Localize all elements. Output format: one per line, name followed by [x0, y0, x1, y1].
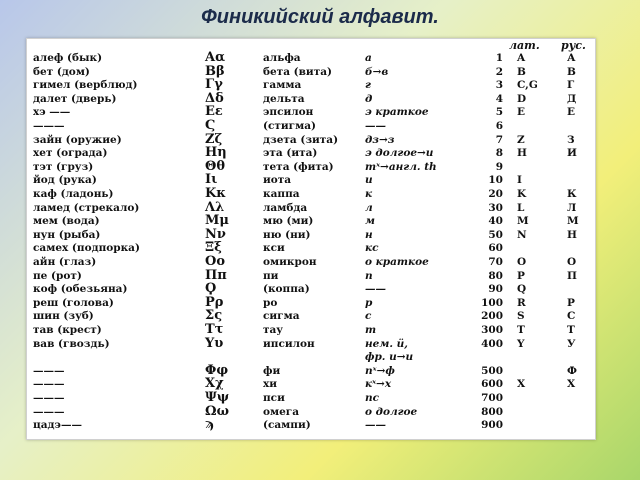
latin-letter: E	[517, 106, 526, 119]
table-row	[27, 269, 595, 283]
russian-letter: У	[567, 337, 576, 350]
numeric-value: 9	[495, 160, 503, 173]
greek-name: гамма	[263, 79, 302, 92]
numeric-value: 2	[495, 65, 503, 78]
numeric-value: 4	[495, 92, 503, 105]
russian-letter: М	[567, 215, 579, 228]
russian-reading: и	[365, 174, 373, 187]
numeric-value: 3	[495, 79, 503, 92]
header-rus: рус.	[561, 39, 586, 52]
russian-letter: А	[567, 52, 576, 64]
greek-name: ипсилон	[263, 337, 315, 350]
table-row	[27, 405, 595, 419]
russian-reading: нем. ü,	[365, 337, 408, 350]
russian-reading: м	[365, 215, 375, 228]
greek-letter: Φφ	[205, 362, 229, 378]
table-row	[27, 160, 595, 174]
numeric-value: 200	[481, 310, 503, 323]
russian-letter: Х	[567, 378, 576, 391]
greek-name: мю (ми)	[263, 215, 314, 228]
russian-letter: Ф	[567, 364, 577, 377]
greek-letter: Μμ	[205, 213, 229, 229]
table-row	[27, 187, 595, 201]
greek-letter: Σς	[205, 308, 223, 324]
greek-letter: Ωω	[205, 403, 229, 419]
greek-name: ню (ни)	[263, 228, 311, 241]
phoenician-name: реш (голова)	[33, 296, 114, 309]
phoenician-name: самех (подпорка)	[33, 242, 140, 255]
greek-letter: Ρρ	[205, 294, 224, 310]
table-row	[27, 92, 595, 106]
greek-letter: Ππ	[205, 267, 227, 283]
phoenician-name: шин (зуб)	[33, 310, 94, 323]
greek-name: иота	[263, 174, 292, 187]
greek-letter: Υυ	[205, 335, 224, 351]
russian-letter: Р	[567, 296, 575, 309]
greek-letter: Ξξ	[205, 240, 222, 256]
numeric-value: 300	[481, 324, 503, 336]
greek-letter: Νν	[205, 226, 226, 242]
phoenician-name: тэт (груз)	[33, 160, 94, 173]
table-row	[27, 323, 595, 337]
russian-letter: Е	[567, 106, 576, 119]
russian-letter: К	[567, 188, 577, 200]
phoenician-name: нун (рыба)	[33, 228, 101, 241]
phoenician-name: зайн (оружие)	[33, 133, 122, 146]
greek-letter: Ββ	[205, 63, 225, 79]
numeric-value: 20	[488, 188, 503, 200]
russian-letter: О	[567, 256, 577, 268]
greek-name: тета (фита)	[263, 160, 334, 173]
greek-letter: Ϛ	[205, 118, 216, 133]
phoenician-name: пе (рот)	[33, 269, 82, 282]
header-lat: лат.	[509, 39, 540, 52]
numeric-value: 50	[488, 228, 503, 241]
phoenician-name: вав (гвоздь)	[33, 337, 110, 350]
page-title: Финикийский алфавит.	[201, 6, 439, 28]
greek-name: кси	[263, 242, 285, 255]
russian-reading: н	[365, 228, 373, 241]
table-row	[27, 309, 595, 323]
latin-letter: D	[517, 92, 527, 105]
phoenician-name: каф (ладонь)	[33, 188, 114, 200]
numeric-value: 1	[495, 52, 503, 64]
latin-letter: N	[517, 228, 527, 241]
russian-reading: т	[365, 324, 377, 336]
phoenician-name: ламед (стрекало)	[33, 201, 140, 214]
russian-reading: г	[365, 79, 371, 92]
russian-reading: э краткое	[365, 106, 429, 119]
russian-reading: ——	[365, 419, 386, 432]
russian-reading: б→в	[365, 65, 389, 78]
latin-letter: I	[517, 174, 522, 187]
latin-letter: H	[517, 147, 527, 160]
table-row	[27, 296, 595, 310]
numeric-value: 7	[495, 133, 503, 146]
latin-letter: B	[517, 65, 526, 78]
greek-letter: Κκ	[205, 186, 227, 201]
numeric-value: 10	[488, 174, 503, 187]
greek-name: пи	[263, 269, 279, 282]
numeric-value: 40	[488, 215, 503, 228]
greek-letter: Εε	[205, 104, 223, 120]
greek-name: альфа	[263, 52, 301, 64]
numeric-value: 90	[488, 283, 503, 296]
greek-name: (стигма)	[263, 120, 316, 132]
table-row	[27, 228, 595, 242]
greek-name: дельта	[263, 92, 305, 105]
phoenician-name: ———	[33, 378, 65, 391]
russian-reading: л	[365, 201, 373, 214]
numeric-value: 600	[481, 378, 503, 391]
latin-letter: P	[517, 269, 525, 282]
greek-letter: Ττ	[205, 322, 224, 337]
table-row	[27, 241, 595, 255]
numeric-value: 500	[481, 364, 503, 377]
table-row	[27, 173, 595, 187]
table-row	[27, 119, 595, 133]
russian-reading: ——	[365, 120, 386, 132]
phoenician-name: гимел (верблюд)	[33, 79, 138, 92]
table-row	[27, 105, 595, 119]
latin-letter: R	[517, 296, 526, 309]
numeric-value: 8	[495, 147, 503, 160]
phoenician-name: хэ ——	[33, 106, 71, 119]
table-row	[27, 214, 595, 228]
greek-name: эта (ита)	[263, 147, 318, 160]
greek-name: фи	[263, 364, 281, 377]
greek-letter: Θθ	[205, 158, 225, 174]
phoenician-name: цадэ——	[33, 419, 82, 432]
russian-reading: о долгое	[365, 405, 418, 418]
phoenician-name: хет (ограда)	[33, 147, 108, 160]
numeric-value: 900	[481, 419, 503, 432]
phoenician-name: бет (дом)	[33, 65, 90, 78]
russian-letter: П	[567, 269, 577, 282]
greek-name: эпсилон	[263, 106, 314, 119]
russian-reading: д	[365, 92, 373, 105]
greek-name: хи	[263, 378, 278, 391]
table-row	[27, 337, 595, 351]
greek-letter: Ψψ	[205, 390, 230, 405]
russian-reading: кс	[365, 242, 379, 255]
greek-name: омега	[263, 405, 300, 418]
table-row	[27, 133, 595, 147]
russian-reading: кˣ→х	[365, 378, 392, 391]
phoenician-name: мем (вода)	[33, 215, 100, 228]
greek-letter: Δδ	[205, 90, 224, 106]
phoenician-name: йод (рука)	[33, 174, 97, 187]
russian-reading: п	[365, 269, 373, 282]
greek-name: ламбда	[263, 201, 308, 214]
table-row	[27, 51, 595, 65]
latin-letter: S	[517, 310, 525, 323]
table-row	[27, 78, 595, 92]
greek-name: сигма	[263, 310, 300, 323]
russian-reading: о краткое	[365, 256, 429, 268]
table-row	[27, 418, 595, 432]
phoenician-name: ———	[33, 364, 65, 377]
greek-letter: Ιι	[205, 172, 218, 188]
latin-letter: L	[517, 201, 525, 214]
russian-letter: Д	[567, 92, 577, 105]
table-row	[27, 282, 595, 296]
greek-letter: ϡ	[205, 417, 214, 433]
greek-name: пси	[263, 392, 285, 404]
greek-name: бета (вита)	[263, 65, 332, 78]
russian-letter: Л	[567, 201, 577, 214]
phoenician-name: далет (дверь)	[33, 92, 117, 105]
russian-reading: дз→з	[365, 133, 395, 146]
russian-letter: Н	[567, 228, 577, 241]
greek-name: (сампи)	[263, 419, 311, 432]
numeric-value: 6	[495, 120, 503, 132]
table-row	[27, 377, 595, 391]
latin-letter: K	[517, 188, 527, 200]
numeric-value: 400	[481, 337, 503, 350]
greek-letter: Χχ	[205, 376, 224, 392]
numeric-value: 100	[481, 296, 503, 309]
latin-letter: M	[517, 215, 529, 228]
russian-reading: пˣ→ф	[365, 364, 395, 377]
numeric-value: 700	[481, 392, 503, 404]
greek-letter: Αα	[205, 50, 226, 65]
table-row	[27, 65, 595, 79]
phoenician-name: алеф (бык)	[33, 52, 103, 64]
latin-letter: T	[517, 324, 525, 336]
latin-letter: Z	[517, 133, 525, 146]
numeric-value: 80	[488, 269, 503, 282]
russian-letter: З	[567, 133, 575, 146]
table-row	[27, 350, 595, 364]
greek-name: (коппа)	[263, 283, 310, 296]
greek-name: ро	[263, 296, 278, 309]
greek-name: дзета (зита)	[263, 133, 339, 146]
numeric-value: 5	[495, 106, 503, 119]
latin-letter: Y	[517, 337, 525, 350]
latin-letter: A	[517, 52, 526, 64]
russian-letter: Г	[567, 79, 575, 92]
greek-letter: Γγ	[205, 77, 223, 93]
greek-letter: Ϙ	[205, 281, 217, 297]
numeric-value: 30	[488, 201, 503, 214]
numeric-value: 70	[488, 256, 503, 268]
greek-letter: Ηη	[205, 145, 227, 161]
russian-reading: пс	[365, 392, 380, 404]
russian-reading: э долгое→и	[365, 147, 434, 160]
table-row	[27, 255, 595, 269]
table-row	[27, 391, 595, 405]
phoenician-name: ———	[33, 392, 65, 404]
numeric-value: 800	[481, 405, 503, 418]
numeric-value: 60	[488, 242, 503, 255]
latin-letter: Q	[517, 283, 527, 296]
latin-letter: C,G	[517, 79, 538, 92]
greek-name: тау	[263, 324, 284, 336]
russian-reading: ——	[365, 283, 386, 296]
russian-reading: р	[365, 296, 373, 309]
greek-name: каппа	[263, 188, 300, 200]
russian-reading: к	[365, 188, 373, 200]
latin-letter: O	[517, 256, 527, 268]
latin-letter: X	[517, 378, 526, 391]
phoenician-name: айн (глаз)	[33, 256, 97, 268]
table-row	[27, 201, 595, 215]
russian-reading: а	[365, 52, 372, 64]
russian-letter: И	[567, 147, 577, 160]
phoenician-name: тав (крест)	[33, 324, 102, 336]
russian-reading: с	[365, 310, 372, 323]
greek-letter: Οο	[205, 254, 225, 269]
greek-letter: Ζζ	[205, 131, 223, 147]
russian-letter: С	[567, 310, 576, 323]
russian-reading: фр. u→и	[365, 351, 414, 364]
phoenician-name: коф (обезьяна)	[33, 283, 128, 296]
russian-letter: Т	[567, 324, 575, 336]
phoenician-name: ———	[33, 405, 65, 418]
phoenician-name: ———	[33, 120, 65, 132]
table-row	[27, 146, 595, 160]
russian-letter: В	[567, 65, 576, 78]
table-row	[27, 364, 595, 378]
greek-letter: Λλ	[205, 199, 225, 215]
greek-name: омикрон	[263, 256, 317, 268]
russian-reading: тˣ→англ. th	[365, 160, 437, 173]
alphabet-table	[26, 38, 596, 440]
